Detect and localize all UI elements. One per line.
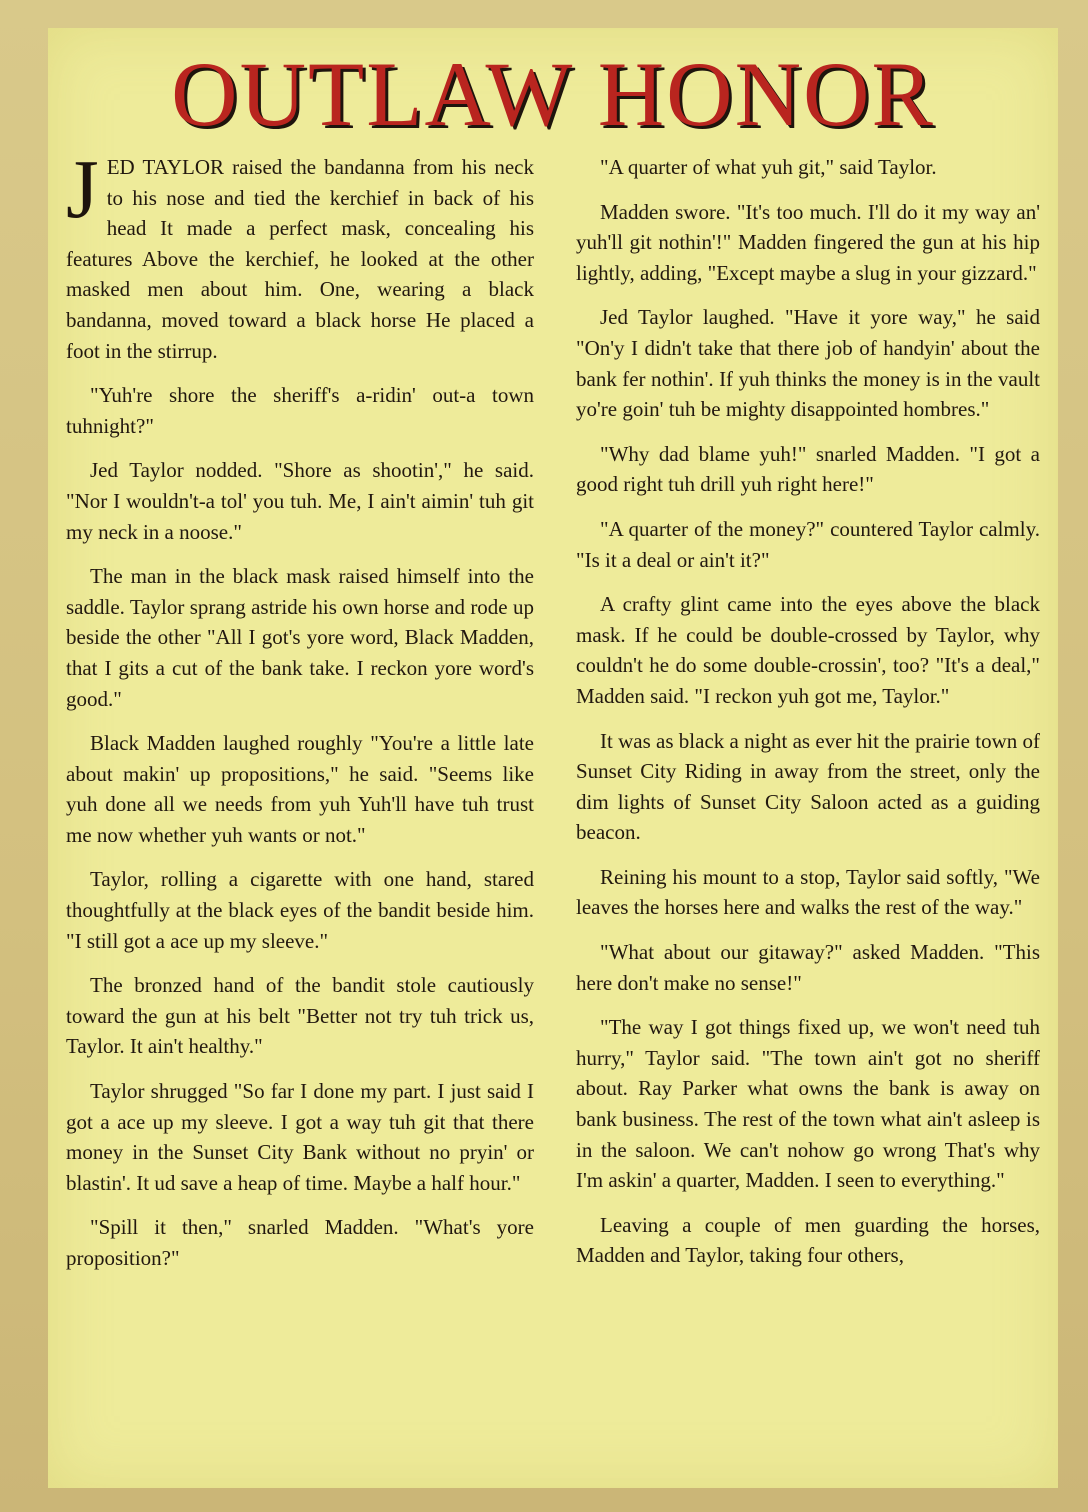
paragraph: Black Madden laughed roughly "You're a little late about makin' up propositions," he said. "Seems like yuh done all we needs from yuh Yuh'll have tuh trust me now whether yuh wants or not." bbox=[66, 731, 534, 847]
paragraph: "What about our gitaway?" asked Madden. "This here don't make no sense!" bbox=[576, 940, 1040, 995]
paragraph: "A quarter of the money?" countered Taylor calmly. "Is it a deal or ain't it?" bbox=[576, 516, 1040, 572]
paragraph: "Why dad blame yuh!" snarled Madden. "I got a good right tuh drill yuh right here!" bbox=[576, 441, 1040, 497]
drop-cap: J bbox=[66, 143, 99, 236]
paragraph: Leaving a couple of men guarding the horses, Madden and Taylor, taking four others, bbox=[576, 1212, 1040, 1268]
paragraph: "A quarter of what yuh git," said Taylor. bbox=[600, 155, 937, 179]
paragraph bbox=[66, 143, 534, 366]
paragraph: The man in the black mask raised himself into the saddle. Taylor sprang astride his own horse and rode up beside the other "All I got's yore word, Black Madden, that I gits a cut of the bank take. I reckon yore word's good." bbox=[66, 564, 534, 711]
paragraph: Taylor, rolling a cigarette with one hand, stared thoughtfully at the black eyes of the bandit beside him. "I still got a ace up my sleeve." bbox=[66, 867, 534, 953]
paragraph: Jed Taylor laughed. "Have it yore way," he said "On'y I didn't take that there job of handyin' about the bank fer nothin'. If yuh thinks the money is in the vault yo're goin' tuh be mighty disappointed hombres." bbox=[576, 305, 1040, 422]
paragraph: A crafty glint came into the eyes above the black mask. If he could be double-crossed by Taylor, why couldn't he do some double-crossin', too? "It's a deal," Madden said. "I reckon yuh got me, Taylor." bbox=[576, 592, 1040, 708]
paragraph: The bronzed hand of the bandit stole cautiously toward the gun at his belt "Better not try tuh trick us, Taylor. It ain't healthy." bbox=[66, 973, 534, 1059]
paragraph-text: ED TAYLOR raised the bandanna from his neck to his nose and tied the kerchief in back of his head It made a perfect mask, concealing his features Above the kerchief, he looked at the other masked men about him. One, wearing a black bandanna, moved toward a black horse He placed a foot in the stirrup. bbox=[66, 155, 534, 363]
paragraph: Taylor shrugged "So far I done my part. I just said I got a ace up my sleeve. I got a way tuh git that there money in the Sunset City Bank without no pryin' or blastin'. It ud save a heap of time. Maybe a half hour." bbox=[66, 1079, 534, 1195]
paragraph: "The way I got things fixed up, we won't need tuh hurry," Taylor said. "The town ain't got no sheriff about. Ray Parker what owns the bank is away on bank business. The rest of the town what ain't asleep is in the saloon. We can't nohow go wrong That's why I'm askin' a quarter, Madden. I seen to everything." bbox=[576, 1015, 1040, 1193]
paragraph: "Spill it then," snarled Madden. "What's yore proposition?" bbox=[66, 1215, 534, 1270]
paragraph: Jed Taylor nodded. "Shore as shootin'," he said. "Nor I wouldn't-a tol' you tuh. Me, I ain't aimin' tuh git my neck in a noose." bbox=[66, 458, 534, 544]
story-title: OUTLAW HONOR bbox=[171, 43, 935, 145]
left-column bbox=[66, 143, 534, 1288]
paragraph: "Yuh're shore the sheriff's a-ridin' out-a town tuhnight?" bbox=[66, 383, 534, 438]
paragraph: Reining his mount to a stop, Taylor said softly, "We leaves the horses here and walks the rest of the way." bbox=[576, 864, 1040, 920]
paragraph: Madden swore. "It's too much. I'll do it my way an' yuh'll git nothin'!" Madden fingered the gun at his hip lightly, adding, "Except maybe a slug in your gizzard." bbox=[576, 199, 1040, 285]
right-column bbox=[576, 152, 1040, 1285]
paragraph: It was as black a night as ever hit the prairie town of Sunset City Riding in away from the street, only the dim lights of Sunset City Saloon acted as a guiding beacon. bbox=[576, 728, 1040, 845]
